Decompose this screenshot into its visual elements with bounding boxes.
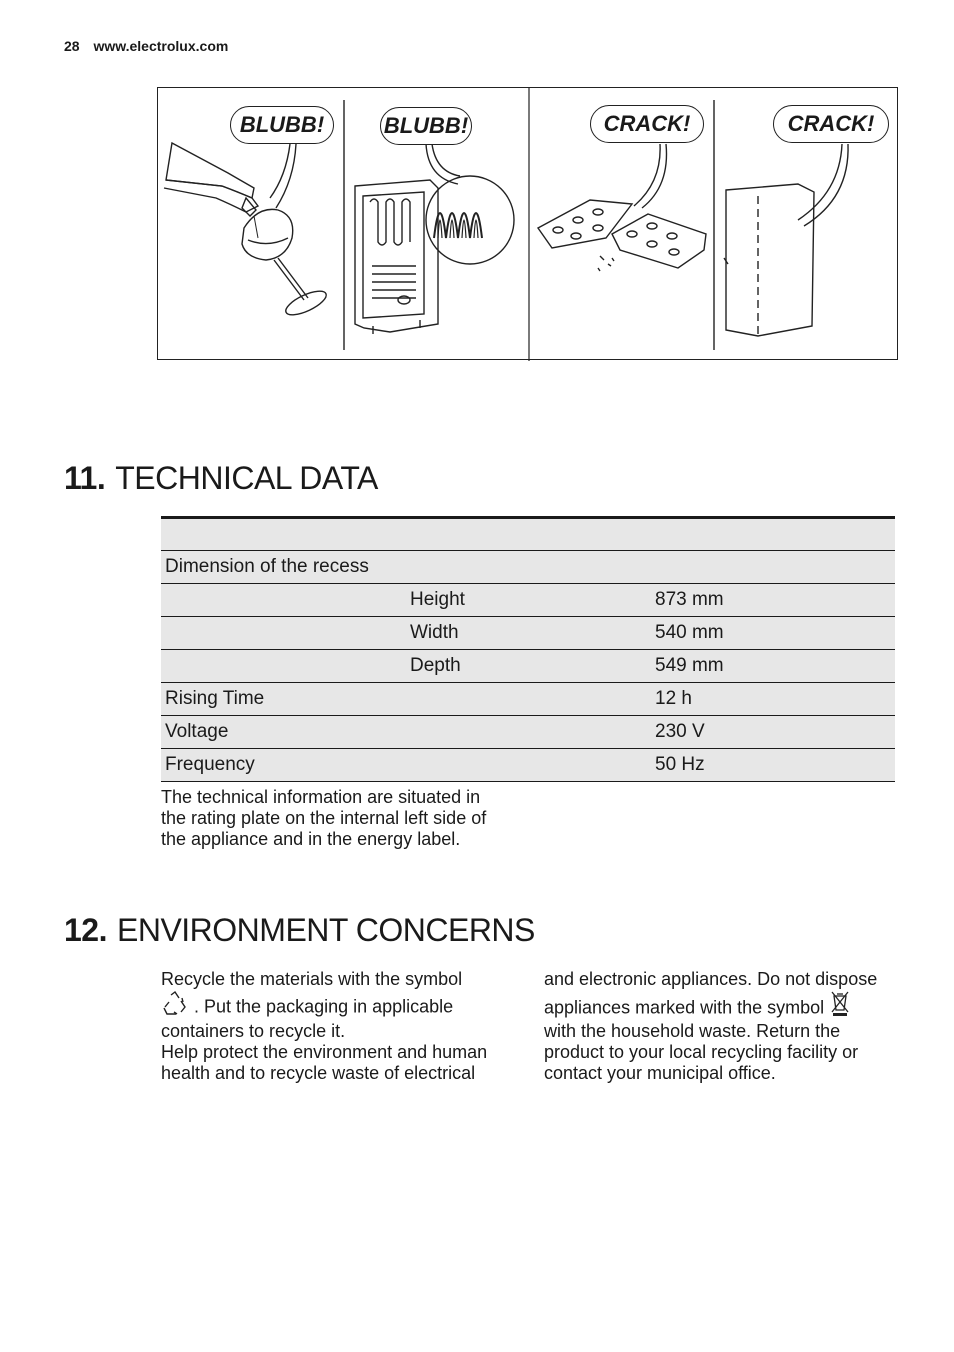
- section-number: 11.: [64, 460, 106, 496]
- row-value: 540 mm: [651, 617, 895, 650]
- row-sub-label: Width: [406, 617, 651, 650]
- environment-right-column: and electronic appliances. Do not dispose appliances marked with the symbol with the household waste. Return the product to your local recycling facility or contact your municipal office.: [544, 969, 878, 1083]
- page-number: 28: [64, 38, 80, 54]
- wine-bottle-icon: [164, 143, 258, 216]
- blubb-bubble-1: BLUBB!: [230, 106, 334, 144]
- wine-glass-icon: [242, 209, 329, 319]
- section-title: TECHNICAL DATA: [115, 460, 378, 496]
- website-link[interactable]: www.electrolux.com: [93, 38, 229, 54]
- crack-bubble-1: CRACK!: [590, 105, 704, 143]
- table-row: [161, 749, 895, 782]
- technical-data-heading: [64, 460, 378, 497]
- upright-fridge-icon: [724, 184, 814, 336]
- row-value: 230 V: [651, 716, 895, 749]
- row-label: Voltage: [161, 716, 406, 749]
- row-sub-label: Depth: [406, 650, 651, 683]
- table-row: [161, 584, 895, 617]
- environment-heading: [64, 912, 535, 949]
- recycle-icon: [161, 990, 189, 1025]
- magnifier-circle: [426, 176, 514, 264]
- table-row: [161, 650, 895, 683]
- row-value: 50 Hz: [651, 749, 895, 782]
- blubb-bubble-2: BLUBB!: [380, 107, 472, 145]
- row-value: 549 mm: [651, 650, 895, 683]
- noise-illustration: [157, 87, 898, 360]
- table-row: [161, 683, 895, 716]
- crack-bubble-2: CRACK!: [773, 105, 889, 143]
- technical-data-table: [161, 516, 895, 782]
- row-label: Dimension of the recess: [161, 551, 895, 584]
- table-row: [161, 551, 895, 584]
- row-value: 12 h: [651, 683, 895, 716]
- table-row: [161, 617, 895, 650]
- table-row: [161, 716, 895, 749]
- page-header: [64, 38, 228, 54]
- fridge-back-icon: [355, 180, 438, 334]
- row-value: 873 mm: [651, 584, 895, 617]
- section-number: 12.: [64, 912, 107, 948]
- ice-tray-icon: [538, 200, 706, 271]
- row-label: Rising Time: [161, 683, 406, 716]
- environment-left-column: Recycle the materials with the symbol . Put the packaging in applicable containers to recycle it. Help protect the environment and human health and to recycle waste of electrical: [161, 969, 488, 1083]
- technical-note: The technical information are situated in the rating plate on the internal left side of the appliance and in the energy label.: [161, 787, 487, 849]
- row-label: Frequency: [161, 749, 406, 782]
- section-title: ENVIRONMENT CONCERNS: [116, 912, 535, 948]
- table-header-row: [161, 518, 895, 551]
- row-sub-label: Height: [406, 584, 651, 617]
